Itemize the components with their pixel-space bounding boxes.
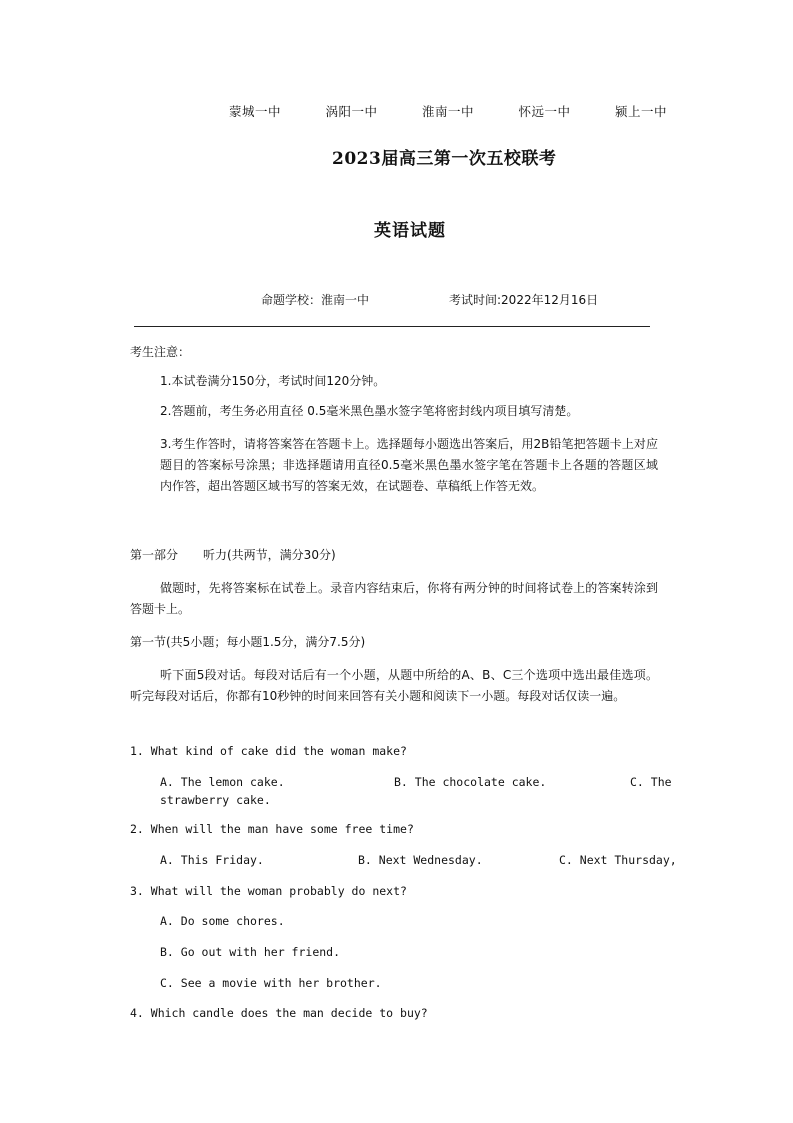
- option-a: A. The lemon cake.: [160, 775, 285, 789]
- question-text: 4. Which candle does the man decide to buy?: [130, 1006, 428, 1020]
- notice-item: 3.考生作答时，请将答案答在答题卡上。选择题每小题选出答案后，用2B铅笔把答题卡上对应题目的答案标号涂黑；非选择题请用直径0.5毫米黑色墨水签字笔在答题卡上各题的答题区域内作答，超出答题区域书写的答案无效，在试题卷、草稿纸上作答无效。: [160, 437, 658, 493]
- section1-intro: 听下面5段对话。每段对话后有一个小题，从题中所给的A、B、C三个选项中选出最佳选项。听完每段对话后，你都有10秒钟的时间来回答有关小题和阅读下一小题。每段对话仅读一遍。: [130, 668, 658, 703]
- option-c: C. The: [630, 775, 672, 789]
- option-c-continued: strawberry cake.: [160, 793, 271, 807]
- option-c: C. See a movie with her brother.: [160, 976, 382, 990]
- school-name: 颍上一中: [615, 104, 668, 119]
- school-name: 淮南一中: [422, 104, 475, 119]
- author-school: 命题学校：淮南一中: [261, 293, 370, 307]
- option-b: B. The chocolate cake.: [394, 775, 547, 789]
- school-name: 蒙城一中: [229, 104, 282, 119]
- question-text: 2. When will the man have some free time?: [130, 822, 414, 836]
- exam-title: 2023届高三第一次五校联考: [332, 149, 557, 169]
- part1-number: 第一部分: [130, 548, 179, 562]
- question-text: 3. What will the woman probably do next?: [130, 884, 407, 898]
- option-b: B. Go out with her friend.: [160, 945, 341, 959]
- question-text: 1. What kind of cake did the woman make?: [130, 744, 407, 758]
- part1-intro: 做题时，先将答案标在试卷上。录音内容结束后，你将有两分钟的时间将试卷上的答案转涂到答题卡上。: [130, 581, 658, 616]
- part1-title: 听力(共两节，满分30分): [203, 548, 336, 562]
- option-c: C. Next Thursday,: [559, 853, 677, 867]
- notice-heading: 考生注意：: [130, 345, 191, 359]
- option-b: B. Next Wednesday.: [358, 853, 483, 867]
- option-a: A. This Friday.: [160, 853, 264, 867]
- school-list: [229, 102, 689, 120]
- exam-time: 考试时间:2022年12月16日: [449, 293, 599, 307]
- notice-item: 1.本试卷满分150分，考试时间120分钟。: [160, 374, 386, 388]
- notice-item: 2.答题前，考生务必用直径 0.5毫米黑色墨水签字笔将密封线内项目填写清楚。: [160, 404, 579, 418]
- option-a: A. Do some chores.: [160, 914, 285, 928]
- header-divider: [134, 326, 650, 327]
- school-name: 涡阳一中: [325, 104, 378, 119]
- exam-subject: 英语试题: [374, 221, 446, 241]
- section1-heading: 第一节(共5小题；每小题1.5分，满分7.5分): [130, 635, 366, 649]
- school-name: 怀远一中: [518, 104, 571, 119]
